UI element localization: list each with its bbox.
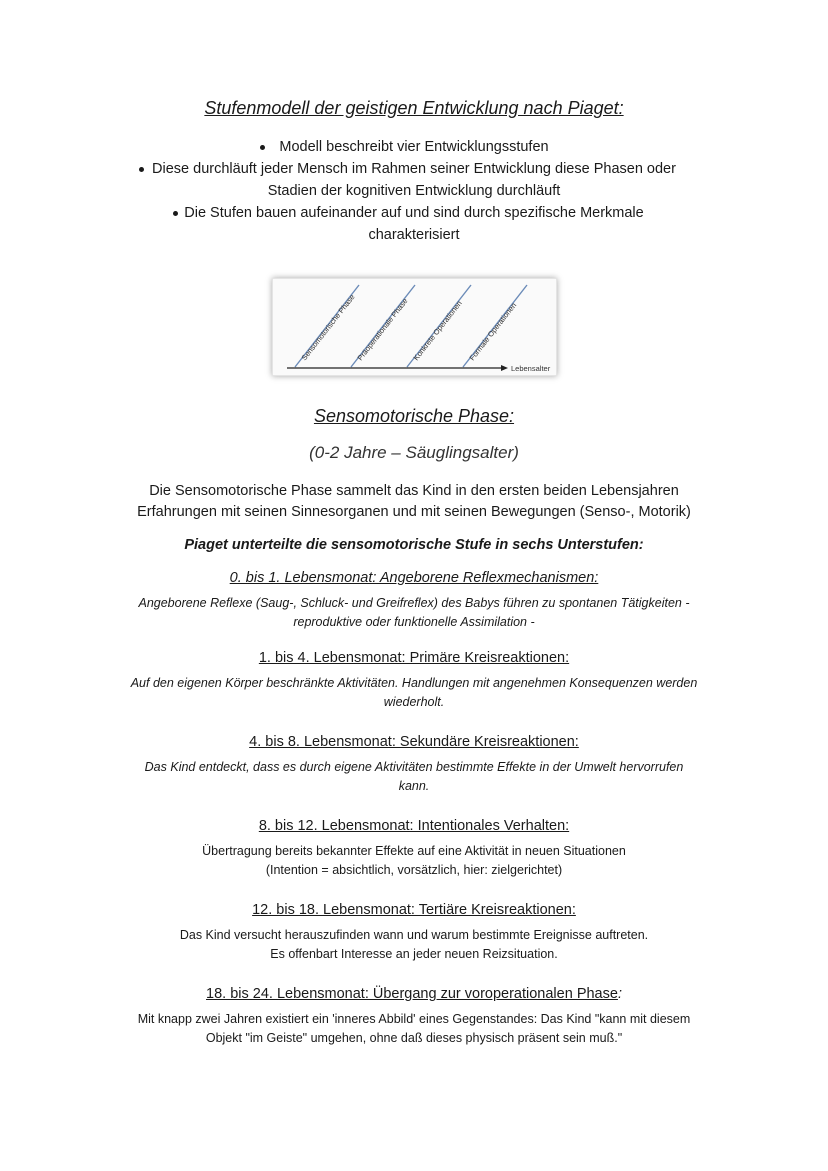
section-subtitle: (0-2 Jahre – Säuglingsalter) bbox=[309, 443, 519, 462]
intro-line: Die Sensomotorische Phase sammelt das Kind in den ersten beiden Lebensjahren bbox=[149, 483, 679, 499]
bullet-item bbox=[0, 136, 828, 158]
phase-label: Konkrete Operationen bbox=[411, 298, 464, 363]
substage-heading: 1. bis 4. Lebensmonat: Primäre Kreisreaktionen: bbox=[258, 650, 570, 666]
substage-heading bbox=[0, 986, 828, 1002]
phase-label: Formale Operationen bbox=[467, 300, 519, 363]
description-line: Übertragung bereits bekannter Effekte auf eine Aktivität in neuen Situationen bbox=[202, 844, 626, 858]
section-intro bbox=[0, 481, 828, 523]
bullet-continuation: Stadien der kognitiven Entwicklung durchläuft bbox=[267, 183, 561, 199]
bullet-dot-icon bbox=[139, 167, 144, 172]
substage-description bbox=[0, 594, 828, 632]
substage bbox=[0, 818, 828, 880]
bullet-list bbox=[0, 136, 828, 246]
substage-description bbox=[0, 674, 828, 712]
substage bbox=[0, 650, 828, 712]
substage-description bbox=[0, 758, 828, 796]
stage-diagram-svg bbox=[273, 279, 556, 375]
axis-arrow-icon bbox=[501, 365, 508, 371]
bullet-dot-icon bbox=[173, 211, 178, 216]
description-line: reproduktive oder funktionelle Assimilation - bbox=[293, 615, 535, 629]
substage-description bbox=[0, 842, 828, 880]
description-line: Objekt "im Geiste" umgehen, ohne daß dieses physisch präsent sein muß." bbox=[205, 1031, 623, 1045]
bullet-text: Modell beschreibt vier Entwicklungsstufen bbox=[279, 139, 549, 155]
substage-heading: 4. bis 8. Lebensmonat: Sekundäre Kreisreaktionen: bbox=[249, 734, 579, 750]
description-line: kann. bbox=[398, 779, 430, 793]
description-line: Mit knapp zwei Jahren existiert ein 'inneres Abbild' eines Gegenstandes: Das Kind "kann mit diesem bbox=[137, 1012, 691, 1026]
substage-description bbox=[0, 926, 828, 964]
section-title: Sensomotorische Phase: bbox=[313, 406, 515, 426]
substage-description bbox=[0, 1010, 828, 1048]
page-title: Stufenmodell der geistigen Entwicklung nach Piaget: bbox=[204, 98, 624, 118]
stage-diagram bbox=[272, 278, 557, 376]
axis-label: Lebensalter bbox=[511, 364, 551, 373]
intro-line: Erfahrungen mit seinen Sinnesorganen und mit seinen Bewegungen (Senso-, Motorik) bbox=[137, 504, 691, 520]
substage bbox=[0, 734, 828, 796]
bullet-text: Die Stufen bauen aufeinander auf und sind durch spezifische Merkmale bbox=[184, 205, 644, 221]
phase-label: Sensomotorische Phase bbox=[299, 292, 357, 363]
description-line: wiederholt. bbox=[383, 695, 445, 709]
heading-suffix: : bbox=[617, 986, 622, 1002]
substage-heading: 0. bis 1. Lebensmonat: Angeborene Reflexmechanismen: bbox=[229, 570, 599, 586]
description-line: Das Kind entdeckt, dass es durch eigene Aktivitäten bestimmte Effekte in der Umwelt hervorrufen bbox=[144, 760, 684, 774]
substage-heading: 8. bis 12. Lebensmonat: Intentionales Verhalten: bbox=[258, 818, 570, 834]
substage bbox=[0, 570, 828, 632]
description-line: Auf den eigenen Körper beschränkte Aktivitäten. Handlungen mit angenehmen Konsequenzen werden bbox=[130, 676, 698, 690]
substage bbox=[0, 986, 828, 1048]
bullet-item bbox=[0, 158, 828, 180]
substage-heading: 12. bis 18. Lebensmonat: Tertiäre Kreisreaktionen: bbox=[252, 902, 576, 918]
bullet-item bbox=[0, 202, 828, 224]
bullet-text: Diese durchläuft jeder Mensch im Rahmen seiner Entwicklung diese Phasen oder bbox=[152, 161, 676, 177]
bullet-continuation: charakterisiert bbox=[368, 227, 460, 243]
description-line: Angeborene Reflexe (Saug-, Schluck- und Greifreflex) des Babys führen zu spontanen Tätigkeiten - bbox=[138, 596, 690, 610]
substages-lead: Piaget unterteilte die sensomotorische Stufe in sechs Unterstufen: bbox=[184, 537, 644, 553]
heading-text: 18. bis 24. Lebensmonat: Übergang zur voroperationalen Phase bbox=[206, 986, 618, 1002]
description-line: Es offenbart Interesse an jeder neuen Reizsituation. bbox=[270, 947, 558, 961]
substage bbox=[0, 902, 828, 964]
bullet-dot-icon bbox=[260, 145, 265, 150]
description-line: Das Kind versucht herauszufinden wann und warum bestimmte Ereignisse auftreten. bbox=[179, 928, 649, 942]
phase-label: Präoperationale Phase bbox=[355, 296, 410, 363]
description-line: (Intention = absichtlich, vorsätzlich, hier: zielgerichtet) bbox=[265, 863, 563, 877]
